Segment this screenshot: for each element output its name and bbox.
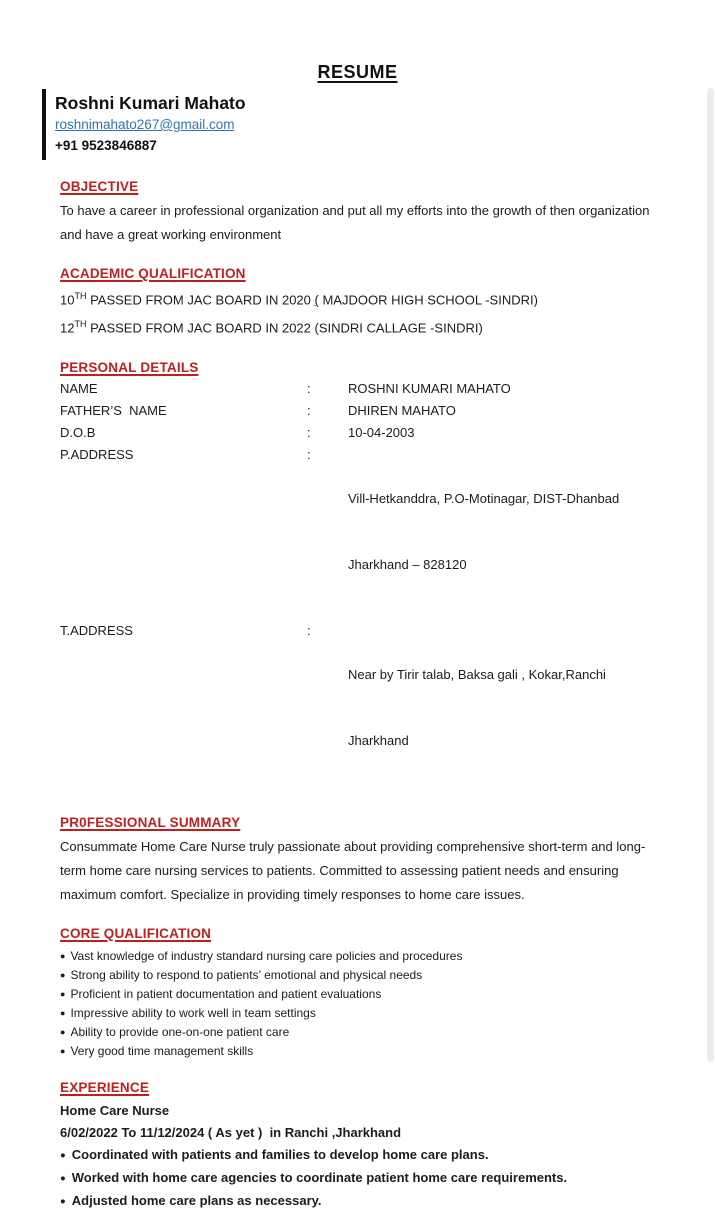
field-value-line: Vill-Hetkanddra, P.O-Motinagar, DIST-Dhanbad <box>348 490 620 506</box>
field-value: DHIREN MAHATO <box>348 402 456 418</box>
section-experience <box>60 1078 662 1213</box>
experience-bullet: ● Adjusted home care plans as necessary. <box>60 1190 662 1213</box>
section-academic-qualification <box>60 264 662 341</box>
core-qualification-list <box>60 947 662 1061</box>
ordinal-suffix: TH <box>74 291 87 301</box>
section-objective <box>60 177 662 247</box>
field-separator: : <box>307 622 311 638</box>
academic-text: PASSED FROM JAC BOARD IN 2022 (SINDRI CALLAGE -SINDRI) <box>86 320 483 336</box>
contact-block <box>42 89 715 160</box>
core-bullet: ● Impressive ability to work well in team settings <box>60 1004 662 1023</box>
personal-row-fathers-name <box>60 400 662 422</box>
field-label: T.ADDRESS <box>60 622 133 638</box>
scrollbar-track[interactable] <box>707 88 714 1062</box>
class-number: 12 <box>60 320 75 336</box>
core-bullet: ● Proficient in patient documentation and patient evaluations <box>60 985 662 1004</box>
experience-bullet: ● Worked with home care agencies to coordinate patient home care requirements. <box>60 1167 662 1190</box>
core-bullet: ● Ability to provide one-on-one patient care <box>60 1023 662 1042</box>
class-number: 10 <box>60 292 75 308</box>
personal-details-heading: PERSONAL DETAILS <box>60 359 199 375</box>
candidate-name: Roshni Kumari Mahato <box>55 93 246 113</box>
email-link[interactable]: roshnimahato267@gmail.com <box>55 117 235 132</box>
field-separator: : <box>307 424 311 440</box>
experience-heading: EXPERIENCE <box>60 1079 150 1095</box>
field-label: FATHER’S NAME <box>60 402 167 418</box>
section-professional-summary <box>60 813 662 907</box>
personal-row-name <box>60 378 662 400</box>
section-core-qualification <box>60 924 662 1061</box>
core-bullet: ● Strong ability to respond to patients’ emotional and physical needs <box>60 966 662 985</box>
job-title: Home Care Nurse <box>60 1102 170 1118</box>
field-value-line: Jharkhand <box>348 732 409 748</box>
objective-heading: OBJECTIVE <box>60 179 139 194</box>
personal-row-dob <box>60 422 662 444</box>
professional-summary-text: Consummate Home Care Nurse truly passionate about providing comprehensive short-term and long-term home care nursing services to patients. Committed to assessing patient needs and ensuring maximum comfort. Specialize in providing timely responses to home care issues. <box>60 838 646 902</box>
core-qualification-heading: CORE QUALIFICATION <box>60 925 212 941</box>
core-bullet: ● Very good time management skills <box>60 1042 662 1061</box>
personal-row-permanent-address <box>60 444 662 620</box>
ordinal-suffix: TH <box>74 319 87 330</box>
field-separator: : <box>307 380 311 396</box>
field-label: NAME <box>60 380 98 396</box>
document-body <box>60 177 662 1213</box>
field-value-line: Jharkhand – 828120 <box>348 556 467 572</box>
personal-row-temporary-address <box>60 620 662 796</box>
job-period-location: 6/02/2022 To 11/12/2024 ( As yet ) in Ranchi ,Jharkhand <box>60 1124 402 1140</box>
academic-line-12th <box>60 312 662 340</box>
academic-text: PASSED FROM JAC BOARD IN 2020 <box>86 292 315 308</box>
core-bullet: ● Vast knowledge of industry standard nursing care policies and procedures <box>60 947 662 966</box>
page-title: RESUME <box>317 62 398 82</box>
field-value <box>348 444 662 620</box>
field-separator: : <box>307 446 311 462</box>
academic-line-10th <box>60 284 662 312</box>
section-personal-details <box>60 358 662 796</box>
field-value: 10-04-2003 <box>348 424 415 440</box>
objective-text: To have a career in professional organization and put all my efforts into the growth of then organization and have a great working environment <box>60 203 650 242</box>
field-separator: : <box>307 402 311 418</box>
experience-bullet: ● Coordinated with patients and families to develop home care plans. <box>60 1144 662 1167</box>
academic-heading: ACADEMIC QUALIFICATION <box>60 266 246 281</box>
academic-text: MAJDOOR HIGH SCHOOL -SINDRI) <box>318 292 538 308</box>
field-value: ROSHNI KUMARI MAHATO <box>348 380 511 396</box>
underlined-paren: ( <box>314 292 319 308</box>
field-label: D.O.B <box>60 424 96 440</box>
professional-summary-heading: PR0FESSIONAL SUMMARY <box>60 814 241 830</box>
field-label: P.ADDRESS <box>60 446 134 462</box>
field-value <box>348 620 662 796</box>
field-value-line: Near by Tirir talab, Baksa gali , Kokar,Ranchi <box>348 666 606 682</box>
phone-number: +91 9523846887 <box>55 138 157 153</box>
resume-document <box>0 62 715 1208</box>
